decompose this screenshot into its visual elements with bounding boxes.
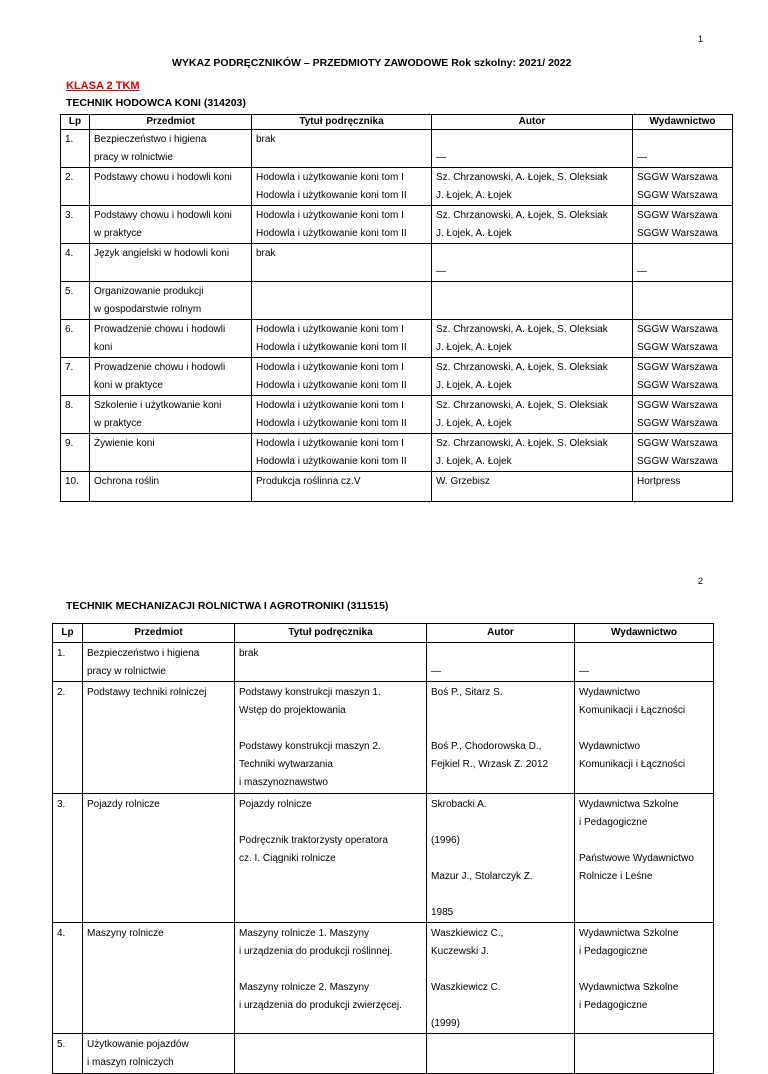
- table-cell: [90, 282, 252, 320]
- table-cell: [90, 244, 252, 282]
- table-cell: [252, 472, 432, 502]
- cell-title: brak: [256, 134, 276, 145]
- table-row: [61, 320, 733, 358]
- table-row: [53, 1034, 714, 1074]
- cell-lp: 3.: [57, 799, 66, 810]
- table-row: [61, 396, 733, 434]
- cell-author: Skrobacki A. (1996) Mazur J., Stolarczyk Z. 1985: [431, 799, 533, 918]
- table-cell: [633, 206, 733, 244]
- table-cell: [427, 682, 575, 794]
- table-cell: [432, 434, 633, 472]
- table-header-row: [61, 115, 733, 130]
- cell-publisher: SGGW Warszawa SGGW Warszawa: [637, 362, 718, 391]
- table-cell: [61, 206, 90, 244]
- section-title: TECHNIK MECHANIZACJI ROLNICTWA I AGROTRONIKI (311515): [66, 600, 389, 612]
- cell-lp: 5.: [65, 286, 74, 297]
- cell-author: W. Grzebisz: [436, 476, 490, 487]
- table-cell: [633, 168, 733, 206]
- cell-lp: 1.: [57, 648, 66, 659]
- table-cell: [575, 643, 714, 682]
- table-row: [53, 794, 714, 923]
- table-cell: [432, 358, 633, 396]
- cell-author: —: [431, 666, 441, 677]
- table-cell: [83, 682, 235, 794]
- header-lp: Lp: [61, 115, 90, 130]
- cell-subject: Maszyny rolnicze: [87, 928, 164, 939]
- cell-lp: 8.: [65, 400, 74, 411]
- table-row: [61, 358, 733, 396]
- table-cell: [633, 130, 733, 168]
- table-cell: [575, 794, 714, 923]
- cell-lp: 4.: [57, 928, 66, 939]
- cell-subject: Pojazdy rolnicze: [87, 799, 160, 810]
- table-cell: [235, 794, 427, 923]
- cell-subject: Żywienie koni: [94, 438, 155, 449]
- table-cell: [633, 472, 733, 502]
- table-cell: [61, 434, 90, 472]
- table-cell: [61, 168, 90, 206]
- cell-title: Hodowla i użytkowanie koni tom I Hodowla i użytkowanie koni tom II: [256, 210, 407, 239]
- cell-lp: 9.: [65, 438, 74, 449]
- cell-subject: Bezpieczeństwo i higiena pracy w rolnictwie: [94, 134, 207, 163]
- table-row: [61, 434, 733, 472]
- table-cell: [432, 130, 633, 168]
- table-cell: [575, 1034, 714, 1074]
- textbook-table-2: [52, 623, 714, 1074]
- cell-title: Hodowla i użytkowanie koni tom I Hodowla i użytkowanie koni tom II: [256, 400, 407, 429]
- cell-author: —: [436, 152, 446, 163]
- cell-author: Sz. Chrzanowski, A. Łojek, S. Oleksiak J. Łojek, A. Łojek: [436, 324, 608, 353]
- cell-publisher: Wydawnictwo Komunikacji i Łączności Wydawnictwo Komunikacji i Łączności: [579, 687, 686, 770]
- cell-title: Hodowla i użytkowanie koni tom I Hodowla i użytkowanie koni tom II: [256, 438, 407, 467]
- cell-publisher: Wydawnictwa Szkolne i Pedagogiczne Wydawnictwa Szkolne i Pedagogiczne: [579, 928, 679, 1011]
- table-cell: [575, 923, 714, 1034]
- section-title: TECHNIK HODOWCA KONI (314203): [66, 97, 246, 109]
- cell-title: Hodowla i użytkowanie koni tom I Hodowla i użytkowanie koni tom II: [256, 172, 407, 201]
- table-cell: [53, 923, 83, 1034]
- table-cell: [53, 643, 83, 682]
- header-publisher: Wydawnictwo: [633, 115, 733, 130]
- cell-publisher: SGGW Warszawa SGGW Warszawa: [637, 324, 718, 353]
- cell-title: Maszyny rolnicze 1. Maszyny i urządzenia do produkcji roślinnej. Maszyny rolnicze 2. Maszyny i urządzenia do produkcji zwierzęcej.: [239, 928, 402, 1011]
- cell-subject: Ochrona roślin: [94, 476, 160, 487]
- cell-subject: Bezpieczeństwo i higiena pracy w rolnictwie: [87, 648, 200, 677]
- header-author: Autor: [432, 115, 633, 130]
- cell-author: Boś P., Sitarz S. Boś P., Chodorowska D., Fejkiel R., Wrzask Z. 2012: [431, 687, 549, 770]
- header-lp: Lp: [53, 624, 83, 643]
- cell-subject: Użytkowanie pojazdów i maszyn rolniczych: [87, 1039, 189, 1068]
- table-cell: [83, 794, 235, 923]
- table-cell: [61, 320, 90, 358]
- cell-publisher: SGGW Warszawa SGGW Warszawa: [637, 438, 718, 467]
- table-header-row: [53, 624, 714, 643]
- table-cell: [432, 396, 633, 434]
- table-cell: [252, 130, 432, 168]
- table-cell: [61, 282, 90, 320]
- cell-lp: 1.: [65, 134, 74, 145]
- table-cell: [252, 434, 432, 472]
- table-cell: [235, 643, 427, 682]
- table-cell: [633, 320, 733, 358]
- table-cell: [90, 206, 252, 244]
- cell-subject: Prowadzenie chowu i hodowli koni: [94, 324, 226, 353]
- table-row: [61, 244, 733, 282]
- table-cell: [633, 282, 733, 320]
- cell-lp: 2.: [65, 172, 74, 183]
- cell-title: brak: [239, 648, 259, 659]
- cell-lp: 6.: [65, 324, 74, 335]
- header-subject: Przedmiot: [83, 624, 235, 643]
- table-cell: [90, 168, 252, 206]
- page-number: 1: [698, 34, 704, 44]
- cell-author: Sz. Chrzanowski, A. Łojek, S. Oleksiak J. Łojek, A. Łojek: [436, 210, 608, 239]
- cell-author: Sz. Chrzanowski, A. Łojek, S. Oleksiak J. Łojek, A. Łojek: [436, 400, 608, 429]
- table-cell: [252, 396, 432, 434]
- table-cell: [432, 168, 633, 206]
- page-number: 2: [698, 576, 704, 586]
- table-cell: [61, 130, 90, 168]
- table-cell: [90, 396, 252, 434]
- table-cell: [235, 682, 427, 794]
- table-cell: [432, 206, 633, 244]
- cell-author: Sz. Chrzanowski, A. Łojek, S. Oleksiak J. Łojek, A. Łojek: [436, 438, 608, 467]
- cell-author: Sz. Chrzanowski, A. Łojek, S. Oleksiak J. Łojek, A. Łojek: [436, 362, 608, 391]
- cell-publisher: SGGW Warszawa SGGW Warszawa: [637, 172, 718, 201]
- cell-publisher: Wydawnictwa Szkolne i Pedagogiczne Państwowe Wydawnictwo Rolnicze i Leśne: [579, 799, 694, 882]
- table-cell: [633, 358, 733, 396]
- cell-title: brak: [256, 248, 276, 259]
- table-cell: [90, 472, 252, 502]
- table-cell: [90, 130, 252, 168]
- cell-lp: 10.: [65, 476, 79, 487]
- table-row: [61, 472, 733, 502]
- table-cell: [427, 643, 575, 682]
- cell-title: Hodowla i użytkowanie koni tom I Hodowla i użytkowanie koni tom II: [256, 324, 407, 353]
- cell-subject: Szkolenie i użytkowanie koni w praktyce: [94, 400, 222, 429]
- table-cell: [53, 794, 83, 923]
- table-row: [53, 643, 714, 682]
- header-publisher: Wydawnictwo: [575, 624, 714, 643]
- cell-subject: Organizowanie produkcji w gospodarstwie rolnym: [94, 286, 204, 315]
- table-cell: [61, 396, 90, 434]
- cell-subject: Podstawy chowu i hodowli koni: [94, 172, 232, 183]
- table-row: [61, 282, 733, 320]
- table-cell: [427, 923, 575, 1034]
- cell-subject: Prowadzenie chowu i hodowli koni w praktyce: [94, 362, 226, 391]
- table-cell: [575, 682, 714, 794]
- table-row: [61, 206, 733, 244]
- table-cell: [90, 434, 252, 472]
- table-cell: [90, 358, 252, 396]
- cell-subject: Podstawy techniki rolniczej: [87, 687, 207, 698]
- cell-author: —: [436, 266, 446, 277]
- cell-subject: Język angielski w hodowli koni: [94, 248, 230, 259]
- header-subject: Przedmiot: [90, 115, 252, 130]
- cell-title: Podstawy konstrukcji maszyn 1. Wstęp do projektowania Podstawy konstrukcji maszyn 2. Techniki wytwarzania i maszynoznawstwo: [239, 687, 381, 788]
- table-cell: [53, 682, 83, 794]
- table-cell: [83, 923, 235, 1034]
- cell-title: Hodowla i użytkowanie koni tom I Hodowla i użytkowanie koni tom II: [256, 362, 407, 391]
- table-cell: [427, 794, 575, 923]
- cell-lp: 5.: [57, 1039, 66, 1050]
- table-cell: [235, 1034, 427, 1074]
- table-cell: [633, 396, 733, 434]
- table-cell: [61, 244, 90, 282]
- table-row: [61, 168, 733, 206]
- cell-title: Pojazdy rolnicze Podręcznik traktorzysty operatora cz. I. Ciągniki rolnicze: [239, 799, 388, 864]
- cell-publisher: —: [637, 266, 647, 277]
- table-row: [53, 682, 714, 794]
- table-cell: [83, 1034, 235, 1074]
- table-row: [61, 130, 733, 168]
- cell-author: Sz. Chrzanowski, A. Łojek, S. Oleksiak J. Łojek, A. Łojek: [436, 172, 608, 201]
- table-cell: [432, 282, 633, 320]
- cell-lp: 7.: [65, 362, 74, 373]
- table-cell: [633, 434, 733, 472]
- textbook-table-1: [60, 114, 733, 502]
- table-row: [53, 923, 714, 1034]
- table-cell: [83, 643, 235, 682]
- table-cell: [432, 320, 633, 358]
- table-cell: [252, 320, 432, 358]
- table-cell: [252, 168, 432, 206]
- table-cell: [235, 923, 427, 1034]
- table-cell: [53, 1034, 83, 1074]
- table-cell: [90, 320, 252, 358]
- header-author: Autor: [427, 624, 575, 643]
- cell-lp: 2.: [57, 687, 66, 698]
- table-cell: [252, 282, 432, 320]
- cell-lp: 4.: [65, 248, 74, 259]
- table-cell: [633, 244, 733, 282]
- cell-publisher: —: [579, 666, 589, 677]
- table-cell: [252, 244, 432, 282]
- table-cell: [427, 1034, 575, 1074]
- header-title: Tytuł podręcznika: [252, 115, 432, 130]
- cell-publisher: SGGW Warszawa SGGW Warszawa: [637, 400, 718, 429]
- table-cell: [432, 472, 633, 502]
- cell-title: Produkcja roślinna cz.V: [256, 476, 361, 487]
- table-cell: [61, 472, 90, 502]
- table-cell: [61, 358, 90, 396]
- cell-publisher: —: [637, 152, 647, 163]
- class-label: KLASA 2 TKM: [66, 80, 140, 92]
- cell-subject: Podstawy chowu i hodowli koni w praktyce: [94, 210, 232, 239]
- header-title: Tytuł podręcznika: [235, 624, 427, 643]
- table-cell: [432, 244, 633, 282]
- cell-lp: 3.: [65, 210, 74, 221]
- cell-publisher: SGGW Warszawa SGGW Warszawa: [637, 210, 718, 239]
- table-cell: [252, 358, 432, 396]
- table-cell: [252, 206, 432, 244]
- document-title: WYKAZ PODRĘCZNIKÓW – PRZEDMIOTY ZAWODOWE Rok szkolny: 2021/ 2022: [172, 57, 572, 69]
- cell-publisher: Hortpress: [637, 476, 681, 487]
- cell-author: Waszkiewicz C., Kuczewski J. Waszkiewicz C. (1999): [431, 928, 504, 1029]
